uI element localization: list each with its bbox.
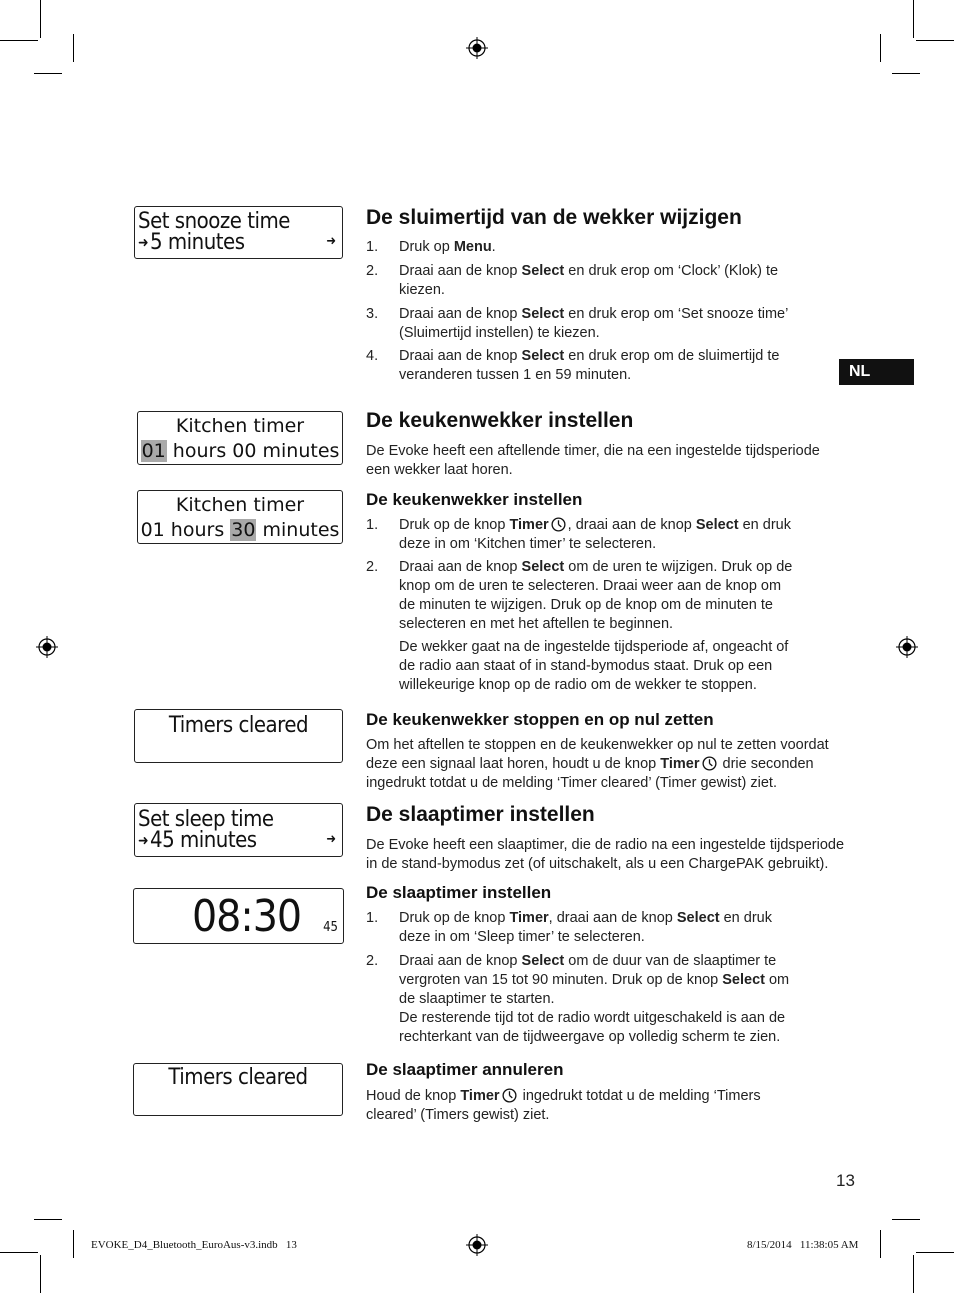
display-kitchen-timer-hours xyxy=(137,411,343,465)
list-item: Draai aan de knop Select om de uren te wijzigen. Druk op de knop om de uren te selecteren. Draai weer aan de knop om de minuten te wijzigen. Druk op de knop om de minuten te selecteren en met het aftellen te beginnen. xyxy=(399,559,793,632)
crop-mark xyxy=(34,73,62,74)
display-line1: Set snooze time xyxy=(138,209,290,234)
subsection-title: De keukenwekker stoppen en op nul zetten xyxy=(366,710,714,729)
display-line2: 01 hours 00 minutes xyxy=(141,440,340,462)
display-line2 xyxy=(138,232,245,254)
crop-mark xyxy=(913,0,914,38)
timer-clock-icon xyxy=(551,517,566,532)
display-line2: 01 hours 30 minutes xyxy=(140,519,340,541)
crop-mark xyxy=(916,1252,954,1253)
registration-mark-icon xyxy=(466,37,488,59)
display-kitchen-timer-minutes xyxy=(137,490,343,544)
display-timers-cleared xyxy=(134,709,343,763)
crop-mark xyxy=(40,1255,41,1293)
crop-mark xyxy=(0,40,38,41)
display-line1: Timers cleared xyxy=(168,713,309,738)
paragraph: Houd de knop Timer ingedrukt totdat u de melding ‘Timers cleared’ (Timers gewist) ziet. xyxy=(366,1088,761,1123)
list-item: Draai aan de knop Select om de duur van de slaaptimer te vergroten van 15 tot 90 minuten. Druk op de knop Select om de slaaptimer te starten. De resterende tijd tot de radio wordt uitgeschakeld is aan de rechterkant van de tijdweergave op volledig scherm te zien. xyxy=(399,953,790,1045)
footer-timestamp: 8/15/2014 11:38:05 AM xyxy=(747,1239,859,1251)
crop-mark xyxy=(73,1230,74,1258)
crop-mark xyxy=(916,40,954,41)
registration-mark-icon xyxy=(466,1234,488,1256)
hours-field: 01 xyxy=(140,519,165,541)
crop-mark xyxy=(0,1252,38,1253)
minutes-field: 30 xyxy=(231,519,256,541)
arrow-left-icon: ➜ xyxy=(138,235,149,251)
registration-mark-icon xyxy=(896,636,918,658)
list-item: Druk op Menu. xyxy=(399,239,496,255)
language-tab-label: NL xyxy=(849,363,871,380)
section-title-sleep-timer: De slaaptimer instellen xyxy=(366,803,595,826)
crop-mark xyxy=(892,1219,920,1220)
section-title-kitchen-timer: De keukenwekker instellen xyxy=(366,409,634,432)
list-item: Draai aan de knop Select en druk erop om ‘Set snooze time’ (Sluimertijd instellen) te kiezen. xyxy=(399,306,789,341)
paragraph: De Evoke heeft een aftellende timer, die na een ingestelde tijdsperiode een wekker laat horen. xyxy=(366,443,820,478)
list-item: Druk op de knop Timer, draai aan de knop Select en druk deze in om ‘Sleep timer’ te selecteren. xyxy=(399,910,772,945)
subsection-title: De keukenwekker instellen xyxy=(366,490,583,509)
crop-mark xyxy=(913,1255,914,1293)
display-line2-text: 45 minutes xyxy=(150,828,257,853)
list-item: Druk op de knop Timer , draai aan de knop Select en druk deze in om ‘Kitchen timer’ te selecteren. xyxy=(399,517,791,552)
page-number: 13 xyxy=(836,1171,855,1190)
paragraph: De Evoke heeft een slaaptimer, die de radio na een ingestelde tijdsperiode in de stand-bymodus zet (of uitschakelt, als u een ChargePAK gebruikt). xyxy=(366,837,845,872)
display-line1: Kitchen timer xyxy=(175,415,305,437)
arrow-left-icon: ➜ xyxy=(138,833,149,849)
list-item: Draai aan de knop Select en druk erop om de sluimertijd te veranderen tussen 1 en 59 minuten. xyxy=(399,348,780,383)
sleep-remaining: 45 xyxy=(323,920,338,935)
arrow-right-icon: ➜ xyxy=(326,234,336,249)
display-line1: Set sleep time xyxy=(138,807,274,832)
display-clock xyxy=(133,888,344,944)
language-tab xyxy=(839,359,914,385)
crop-mark xyxy=(73,34,74,62)
display-line1: Kitchen timer xyxy=(175,494,305,516)
hours-field: 01 xyxy=(141,440,166,462)
display-line1: Timers cleared xyxy=(168,1065,308,1090)
timer-clock-icon xyxy=(502,1088,517,1103)
subsection-title: De slaaptimer instellen xyxy=(366,883,552,902)
display-timers-cleared xyxy=(133,1063,343,1116)
footer-file-name: EVOKE_D4_Bluetooth_EuroAus-v3.indb 13 xyxy=(91,1239,297,1251)
clock-time: 08:30 xyxy=(192,891,302,942)
registration-mark-icon xyxy=(36,636,58,658)
arrow-right-icon: ➜ xyxy=(326,832,336,847)
display-line2-text: 5 minutes xyxy=(150,230,245,255)
crop-mark xyxy=(880,34,881,62)
crop-mark xyxy=(40,0,41,38)
display-line2 xyxy=(138,830,257,852)
paragraph: Om het aftellen te stoppen en de keukenwekker op nul te zetten voordat deze een signaal laat horen, houdt u de knop Timer drie seconden ingedrukt totdat u de melding ‘Timer cleared’ (Timer gewist) ziet. xyxy=(366,737,829,791)
note-paragraph: De wekker gaat na de ingestelde tijdsperiode af, ongeacht of de radio aan staat of in stand-bymodus staat. Druk op een willekeurige knop op de radio om de wekker te stoppen. xyxy=(399,639,789,693)
timer-clock-icon xyxy=(702,756,717,771)
crop-mark xyxy=(892,73,920,74)
crop-mark xyxy=(34,1219,62,1220)
display-sleep xyxy=(134,803,343,857)
crop-mark xyxy=(880,1230,881,1258)
list-item: Draai aan de knop Select en druk erop om ‘Clock’ (Klok) te kiezen. xyxy=(399,263,779,298)
subsection-title: De slaaptimer annuleren xyxy=(366,1060,564,1079)
section-title-snooze: De sluimertijd van de wekker wijzigen xyxy=(366,206,742,229)
display-snooze xyxy=(134,206,343,259)
minutes-field: 00 xyxy=(232,440,257,462)
